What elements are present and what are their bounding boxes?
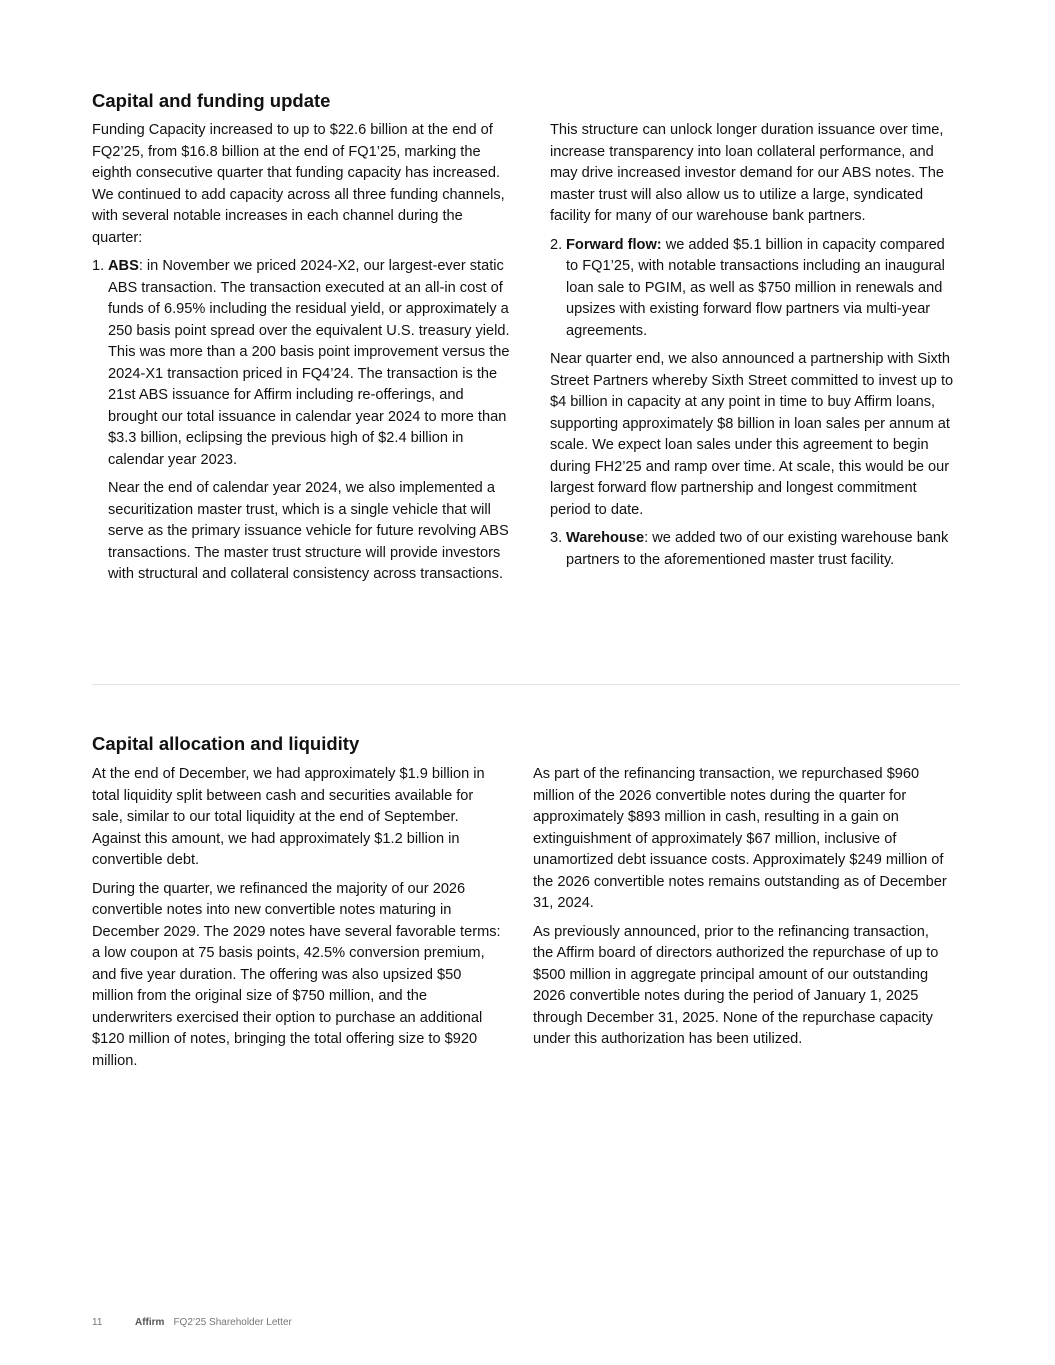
authorization-paragraph: As previously announced, prior to the refinancing transaction, the Affirm board of directors authorized the repurchase of up to $500 million in aggregate principal amount of our outstanding 2026 convertible notes during the period of January 1, 2025 through December 31, 2025. None of the repurchase capacity under this authorization has been utilized. xyxy=(533,923,939,1047)
capital-funding-title: Capital and funding update xyxy=(92,90,331,111)
list-item-warehouse xyxy=(550,528,960,571)
liquidity-paragraph: At the end of December, we had approximately $1.9 billion in total liquidity split between cash and securities available for sale, similar to our total liquidity at the end of September. Against this amount, we had approximately $1.2 billion in convertible debt. xyxy=(92,766,485,868)
capital-allocation-left-column xyxy=(92,764,506,1079)
capital-funding-right-column xyxy=(550,120,960,578)
capital-allocation-section xyxy=(92,733,960,1093)
capital-funding-intro: Funding Capacity increased to up to $22.6 billion at the end of FQ2’25, from $16.8 billion at the end of FQ1’25, marking the eighth consecutive quarter that funding capacity has increased. We continued to add capacity across all three funding channels, with several notable increases in each channel during the quarter: xyxy=(92,122,505,246)
page-number: 11 xyxy=(92,1317,103,1328)
page-footer xyxy=(92,1317,292,1329)
brand-name: Affirm xyxy=(135,1317,165,1328)
capital-funding-section xyxy=(92,90,960,650)
list-item-forward-flow xyxy=(550,235,960,343)
section-divider xyxy=(92,684,960,685)
capital-funding-left-column xyxy=(92,120,510,593)
sixth-street-paragraph: Near quarter end, we also announced a partnership with Sixth Street Partners whereby Sixth Street committed to invest up to $4 billion in capacity at any point in time to buy Affirm loans, supporting approximately $8 billion in loan sales per annum at scale. We expect loan sales under this agreement to begin during FH2’25 and ramp over time. At scale, this would be our largest forward flow partnership and longest commitment period to date. xyxy=(550,351,954,518)
list-item-label: ABS xyxy=(108,258,139,274)
list-item-text: : in November we priced 2024-X2, our largest-ever static ABS transaction. The transaction executed at an all-in cost of funds of 6.95% including the residual yield, or approximately a 250 basis point spread over the equivalent U.S. treasury yield. This was more than a 200 basis point improvement versus the 2024-X1 transaction priced in FQ4’24. The transaction is the 21st ABS issuance for Affirm including re-offerings, and brought our total issuance in calendar year 2024 to more than $3.3 billion, eclipsing the previous high of $2.4 billion in calendar year 2023. xyxy=(108,258,510,468)
list-number: 2. xyxy=(550,236,563,253)
list-item-label: Forward flow: xyxy=(566,236,662,253)
list-item-text: we added $5.1 billion in capacity compared to FQ1’25, with notable transactions including an inaugural loan sale to PGIM, as well as $750 million in renewals and upsizes with existing forward flow partners via multi-year agreements. xyxy=(566,236,945,339)
list-item-text: : we added two of our existing warehouse bank partners to the aforementioned master trust facility. xyxy=(566,530,949,568)
repurchase-paragraph: As part of the refinancing transaction, we repurchased $960 million of the 2026 convertible notes during the quarter for approximately $893 million in cash, resulting in a gain on extinguishment of approximately $67 million, inclusive of unamortized debt issuance costs. Approximately $249 million of the 2026 convertible notes remains outstanding as of December 31, 2024. xyxy=(533,766,947,911)
list-number: 3. xyxy=(550,530,563,546)
capital-allocation-title: Capital allocation and liquidity xyxy=(92,733,360,754)
list-item-label: Warehouse xyxy=(566,530,645,546)
refinancing-paragraph: During the quarter, we refinanced the majority of our 2026 convertible notes into new convertible notes maturing in December 2029. The 2029 notes have several favorable terms: a low coupon at 75 basis points, 42.5% conversion premium, and five year duration. The offering was also upsized $50 million from the original size of $750 million, and the underwriters exercised their option to purchase an additional $120 million of notes, bringing the total offering size to $920 million. xyxy=(92,880,501,1069)
abs-structure-paragraph: This structure can unlock longer duration issuance over time, increase transparency into loan collateral performance, and may drive increased investor demand for our ABS notes. The master trust will also allow us to utilize a large, syndicated facility for many of our warehouse bank partners. xyxy=(550,122,944,224)
capital-allocation-right-column xyxy=(533,764,953,1058)
list-item-abs xyxy=(92,256,510,471)
list-number: 1. xyxy=(92,258,105,274)
abs-master-trust-paragraph: Near the end of calendar year 2024, we also implemented a securitization master trust, which is a single vehicle that will serve as the primary issuance vehicle for future revolving ABS transactions. The master trust structure will provide investors with structural and collateral consistency across transactions. xyxy=(108,480,509,582)
document-title: FQ2’25 Shareholder Letter xyxy=(173,1317,292,1328)
